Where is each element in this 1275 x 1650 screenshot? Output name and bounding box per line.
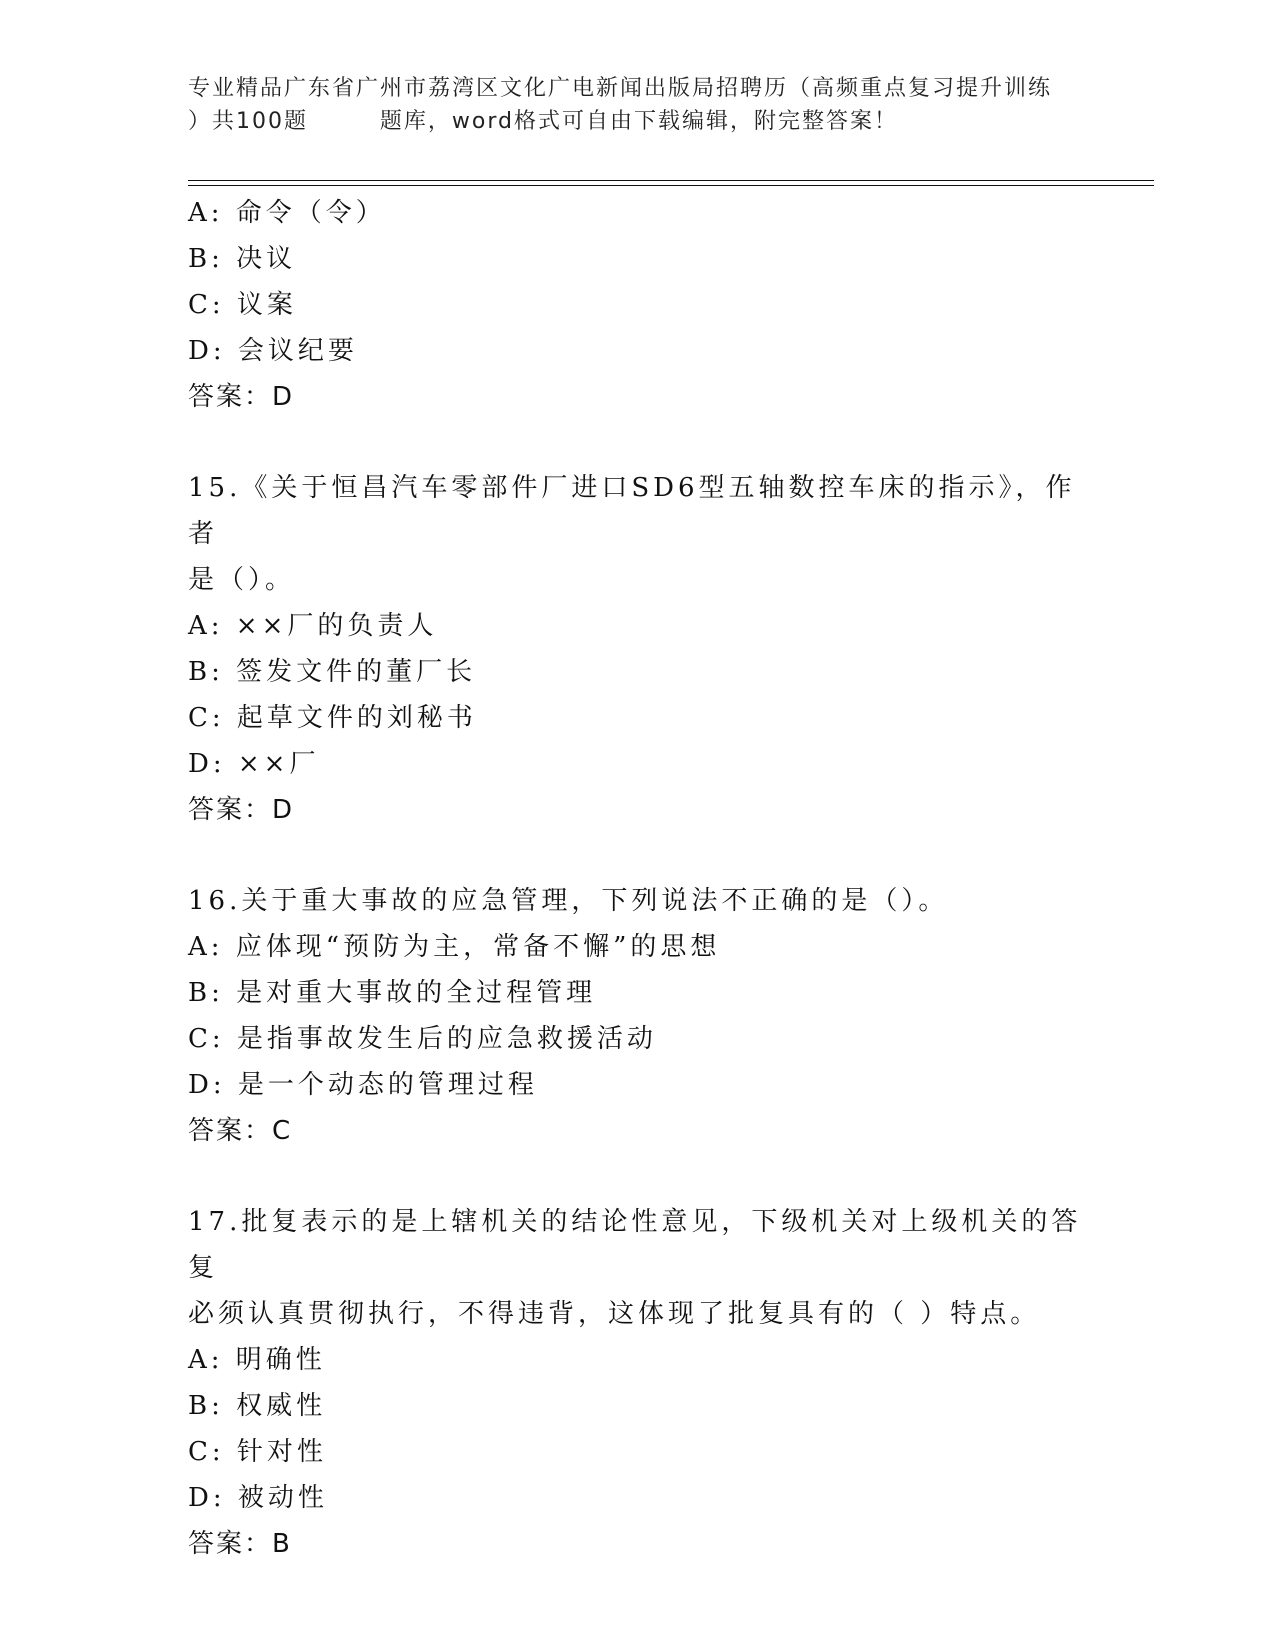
option-c: C: 针对性 (188, 1437, 327, 1467)
question-16-block (188, 878, 1088, 1154)
question-text-line-2: 必须认真贯彻执行，不得违背，这体现了批复具有的（ ）特点。 (188, 1299, 1041, 1329)
header-line-2: ）共100题 题库，word格式可自由下载编辑，附完整答案！ (188, 109, 899, 134)
document-header (188, 72, 1088, 138)
option-b: B: 权威性 (188, 1391, 327, 1421)
header-line-1: 专业精品广东省广州市荔湾区文化广电新闻出版局招聘历（高频重点复习提升训练 (188, 76, 1053, 101)
option-d: D: 被动性 (188, 1483, 328, 1513)
question-text-line-2: 是（）。 (188, 565, 296, 595)
option-b: B: 签发文件的董厂长 (188, 657, 477, 687)
option-a: A: 明确性 (188, 1345, 326, 1375)
option-c: C: 议案 (188, 290, 297, 320)
option-d: D: 会议纪要 (188, 336, 358, 366)
option-b: B: 是对重大事故的全过程管理 (188, 978, 597, 1008)
question-list (188, 190, 1088, 1567)
answer-line: 答案：B (188, 1529, 292, 1559)
option-c: C: 是指事故发生后的应急救援活动 (188, 1024, 657, 1054)
answer-line: 答案：D (188, 382, 295, 412)
header-rule-top (188, 180, 1154, 181)
option-a: A: 命令（令） (188, 198, 386, 228)
option-d: D: ××厂 (188, 749, 320, 779)
question-15-block (188, 465, 1088, 833)
option-a: A: 应体现“预防为主，常备不懈”的思想 (188, 932, 721, 962)
option-d: D: 是一个动态的管理过程 (188, 1070, 538, 1100)
option-b: B: 决议 (188, 244, 297, 274)
question-text-line-1: 17.批复表示的是上辖机关的结论性意见，下级机关对上级机关的答复 (188, 1207, 1082, 1283)
question-text-line-1: 16.关于重大事故的应急管理，下列说法不正确的是（）。 (188, 886, 949, 916)
option-a: A: ××厂的负责人 (188, 611, 438, 641)
question-14-block (188, 190, 1088, 420)
answer-line: 答案：D (188, 795, 295, 825)
question-17-block (188, 1199, 1088, 1567)
option-c: C: 起草文件的刘秘书 (188, 703, 477, 733)
header-rule-bottom (188, 185, 1154, 186)
question-text-line-1: 15.《关于恒昌汽车零部件厂进口SD6型五轴数控车床的指示》，作者 (188, 473, 1076, 549)
answer-line: 答案：C (188, 1116, 293, 1146)
